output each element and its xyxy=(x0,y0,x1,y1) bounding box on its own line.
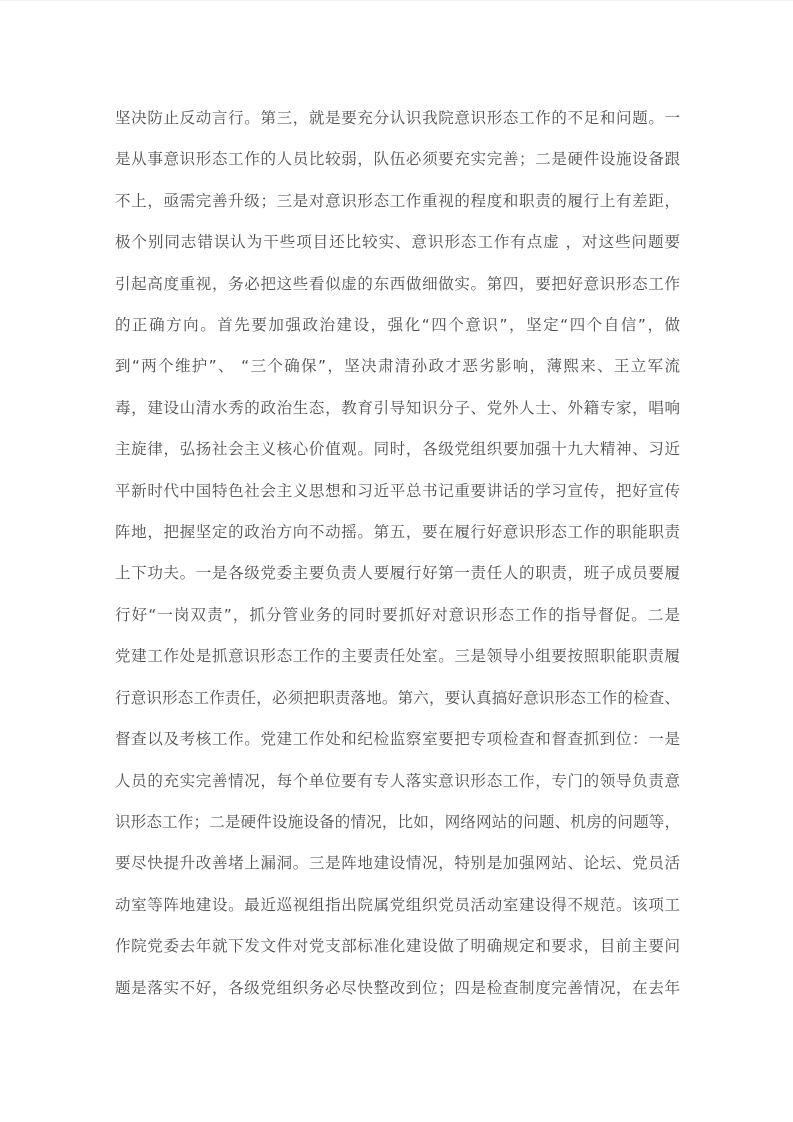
text-line: 动室等阵地建设。最近巡视组指出院属党组织党员活动室建设得不规范。该项工 xyxy=(115,895,680,914)
text-line: 上下功夫。一是各级党委主要负责人要履行好第一责任人的职责，班子成员要履 xyxy=(115,564,680,583)
text-line: 党建工作处是抓意识形态工作的主要责任处室。三是领导小组要按照职能职责履 xyxy=(115,647,680,666)
text-line: 的正确方向。首先要加强政治建设，强化“四个意识”，坚定“四个自信”，做 xyxy=(115,316,680,335)
text-line: 平新时代中国特色社会主义思想和习近平总书记重要讲话的学习宣传，把好宣传 xyxy=(115,481,680,500)
text-line: 识形态工作；二是硬件设施设备的情况，比如，网络网站的问题、机房的问题等， xyxy=(115,812,680,831)
text-line: 行意识形态工作责任，必须把职责落地。第六，要认真搞好意识形态工作的检查、 xyxy=(115,688,680,707)
text-line: 行好“一岗双责”，抓分管业务的同时要抓好对意识形态工作的指导督促。二是 xyxy=(115,605,680,624)
text-line: 督查以及考核工作。党建工作处和纪检监察室要把专项检查和督查抓到位：一是 xyxy=(115,730,680,749)
text-line: 人员的充实完善情况，每个单位要有专人落实意识形态工作，专门的领导负责意 xyxy=(115,771,680,790)
text-line: 极个别同志错误认为干些项目还比较实、意识形态工作有点虚 ，对这些问题要 xyxy=(115,233,680,252)
text-line: 阵地，把握坚定的政治方向不动摇。第五，要在履行好意识形态工作的职能职责 xyxy=(115,523,680,542)
text-line: 题是落实不好，各级党组织务必尽快整改到位；四是检查制度完善情况，在去年 xyxy=(115,978,680,997)
text-line: 到“两个维护”、 “三个确保”，坚决肃清孙政才恶劣影响，薄熙来、王立军流 xyxy=(115,357,680,376)
text-line: 坚决防止反动言行。第三，就是要充分认识我院意识形态工作的不足和问题。一 xyxy=(115,109,680,127)
text-line: 是从事意识形态工作的人员比较弱，队伍必须要充实完善；二是硬件设施设备跟 xyxy=(115,150,680,169)
document-body xyxy=(115,98,680,1009)
text-line: 引起高度重视，务必把这些看似虚的东西做细做实。第四，要把好意识形态工作 xyxy=(115,274,680,293)
text-line: 作院党委去年就下发文件对党支部标准化建设做了明确规定和要求，目前主要问 xyxy=(115,937,680,956)
text-line: 主旋律，弘扬社会主义核心价值观。同时，各级党组织要加强十九大精神、习近 xyxy=(115,440,680,459)
text-line: 毒，建设山清水秀的政治生态，教育引导知识分子、党外人士、外籍专家，唱响 xyxy=(115,398,680,417)
text-line: 不上，亟需完善升级；三是对意识形态工作重视的程度和职责的履行上有差距， xyxy=(115,191,680,210)
text-line: 要尽快提升改善堵上漏洞。三是阵地建设情况，特别是加强网站、论坛、党员活 xyxy=(115,854,680,873)
